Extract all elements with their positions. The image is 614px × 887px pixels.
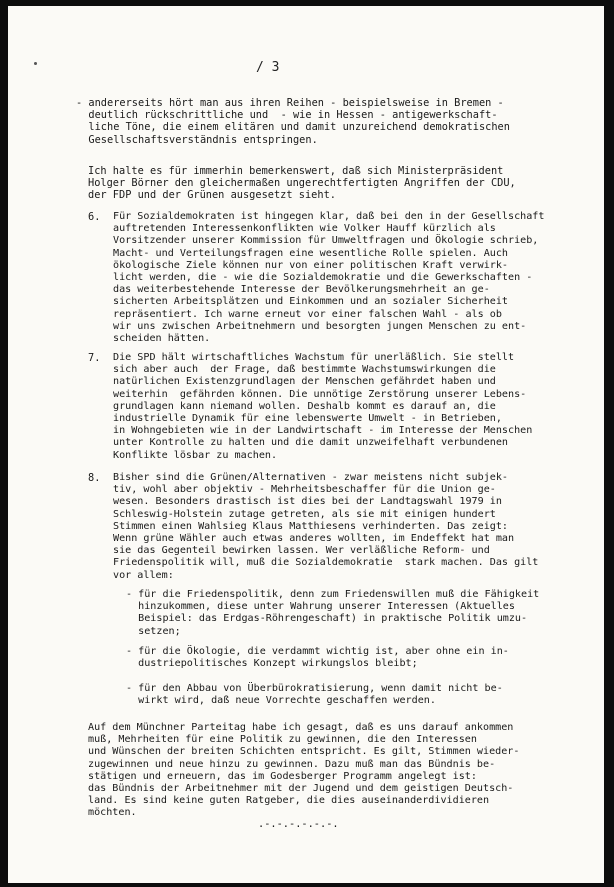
section-6-text: Für Sozialdemokraten ist hingegen klar, daß bei den in der Gesellschaft auftretenden Interessenkonflikten wie Volker Hauff kürzlich als Vorsitzender unserer Kommission für Umweltfragen und Ökologie schrieb, Macht- und Verteilungsfragen eine wesentliche Rolle spielen. Auch ökologische Ziele können nur von einer politischen Kraft verwirk- licht werden, die - wie die Sozialdemokratie und die Gewerkschaften - das weiterbestehende Interesse der Bevölkerungsmehrheit an ge- sicherten Arbeitsplätzen und Einkommen und an sozialer Sicherheit repräsentiert. Ich warne erneut vor einer falschen Wahl - als ob wir uns zwischen Arbeitnehmern und besorgten jungen Menschen zu ent- scheiden hätten. — [113, 211, 545, 345]
section-number-6: 6. — [88, 211, 101, 223]
section-number-8: 8. — [88, 472, 101, 484]
closing-paragraph: Auf dem Münchner Parteitag habe ich gesagt, daß es uns darauf ankommen muß, Mehrheiten für eine Politik zu gewinnen, die den Interessen und Wünschen der breiten Schichten entspricht. Es gilt, Stimmen wieder- zugewinnen und neue hinzu zu gewinnen. Dazu muß man das Bündnis be- stätigen und erneuern, das im Godesberger Programm angelegt ist: das Bündnis der Arbeitnehmer mit der Jugend und dem geistigen Deutsch- land. Es sind keine guten Ratgeber, die dies auseinanderdividieren möchten. — [88, 722, 520, 819]
bullet-oekologie: - für die Ökologie, die verdammt wichtig ist, aber ohne ein in- dustriepolitisches Konzept wirkungslos bleibt; — [126, 646, 509, 670]
section-number-7: 7. — [88, 352, 101, 364]
scan-speck — [34, 62, 37, 65]
bullet-ueberbuerokratisierung: - für den Abbau von Überbürokratisierung, wenn damit nicht be- wirkt wird, daß neue Vorrechte geschaffen werden. — [126, 683, 503, 707]
section-8-text: Bisher sind die Grünen/Alternativen - zwar meistens nicht subjek- tiv, wohl aber objektiv - Mehrheitsbeschaffer für die Union ge- wesen. Besonders drastisch ist dies bei der Landtagswahl 1979 in Schleswig-Holstein zutage getreten, als sie mit einigen hundert Stimmen einen Wahlsieg Klaus Matthiesens verhinderten. Das zeigt: Wenn grüne Wähler auch etwas anderes wollten, im Endeffekt hat man sie das Gegenteil bewirken lassen. Wer verläßliche Reform- und Friedenspolitik will, muß die Sozialdemokratie stark machen. Das gilt vor allem: — [113, 472, 539, 581]
bullet-friedenspolitik: - für die Friedenspolitik, denn zum Friedenswillen muß die Fähigkeit hinzukommen, diese unter Wahrung unserer Interessen (Aktuelles Beispiel: das Erdgas-Röhrengeschaft) in praktische Politik umzu- setzen; — [126, 589, 540, 637]
page-number: / 3 — [256, 60, 280, 75]
intro-bullet: - andererseits hört man aus ihren Reihen - beispielsweise in Bremen - deutlich rückschrittliche und - wie in Hessen - antigewerkschaft- liche Töne, die einem elitären und damit unzureichend demokratischen Gesellschaftsverständnis entspringen. — [76, 97, 510, 146]
end-marker: .-.-.-.-.-.-. — [258, 818, 339, 830]
paragraph-boerner: Ich halte es für immerhin bemerkenswert, daß sich Ministerpräsident Holger Börner den gleichermaßen ungerechtfertigten Angriffen der CDU, der FDP und der Grünen ausgesetzt sieht. — [88, 165, 516, 202]
section-7-text: Die SPD hält wirtschaftliches Wachstum für unerläßlich. Sie stellt sich aber auch der Frage, daß bestimmte Wachstumswirkungen die natürlichen Existenzgrundlagen der Menschen gefährdet haben und weiterhin gefährden können. Die unnötige Zerstörung unserer Lebens- grundlagen kann niemand wollen. Deshalb kommt es darauf an, die industrielle Dynamik für eine lebenswerte Umwelt - in Betrieben, in Wohngebieten wie in der Landwirtschaft - im Interesse der Menschen unter Kontrolle zu halten und die damit unzweifelhaft verbundenen Konflikte lösbar zu machen. — [113, 352, 533, 461]
